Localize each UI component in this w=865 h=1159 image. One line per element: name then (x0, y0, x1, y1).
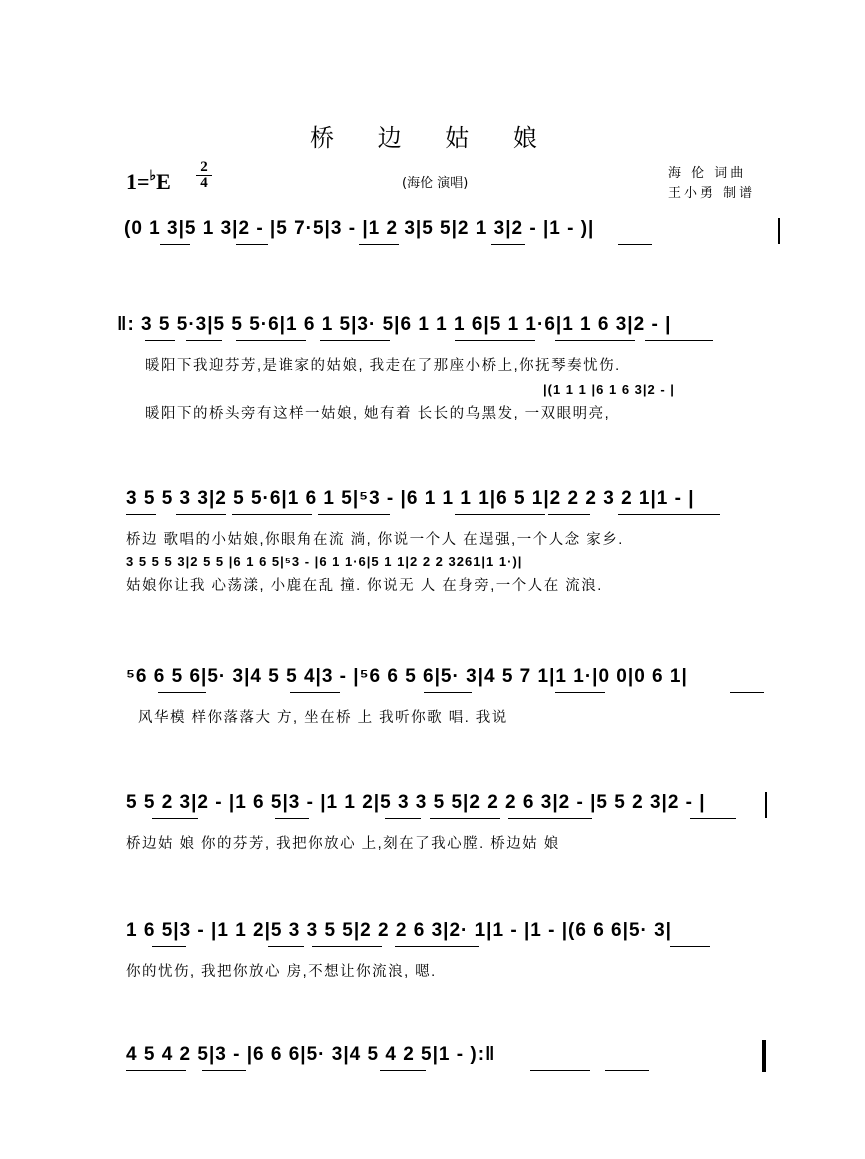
score-row-3-small-notes: 3 5 5 5 3|2 5 5 |6 1 6 5|⁵3 - |6 1 1·6|5 1 1|2 2 2 3261|1 1·)| (126, 554, 523, 569)
score-row-5-lyric: 桥边姑 娘 你的芬芳, 我把你放心 上,刻在了我心膛. 桥边姑 娘 (126, 836, 560, 852)
underline (126, 1070, 186, 1071)
score-row-7-notes: 4 5 4 2 5|3 - |6 6 6|5· 3|4 5 4 2 5|1 - ):‖ (126, 1044, 496, 1065)
score-row-1-notes: (0 1 3|5 1 3|2 - |5 7·5|3 - |1 2 3|5 5|2 1 3|2 - |1 - )| (124, 218, 595, 239)
song-title: 桥 边 姑 娘 (310, 124, 555, 152)
underline (455, 514, 545, 515)
score-row-4-lyric: 风华模 样你落落大 方, 坐在桥 上 我听你歌 唱. 我说 (138, 710, 508, 726)
score-row-3-notes: 3 5 5 3 3|2 5 5·6|1 6 1 5|⁵3 - |6 1 1 1 1|6 5 1|2 2 2 3 2 1|1 - | (126, 488, 695, 509)
barline (765, 792, 767, 818)
underline (160, 244, 190, 245)
score-row-6-notes: 1 6 5|3 - |1 1 2|5 3 3 5 5|2 2 2 6 3|2· 1|1 - |1 - |(6 6 6|5· 3| (126, 920, 672, 941)
underline (645, 340, 713, 341)
score-row-3-lyric-verse-1: 桥边 歌唱的小姑娘,你眼角在流 淌, 你说一个人 在逞强,一个人念 家乡. (126, 532, 624, 548)
underline (605, 1070, 649, 1071)
underline (380, 1070, 426, 1071)
time-signature-bottom: 4 (200, 175, 208, 191)
underline (618, 244, 652, 245)
underline (236, 340, 306, 341)
underline (312, 946, 382, 947)
underline (158, 692, 206, 693)
underline (455, 340, 535, 341)
underline (424, 692, 472, 693)
score-row-6-lyric: 你的忧伤, 我把你放心 房,不想让你流浪, 嗯. (126, 964, 437, 980)
score-row-5-notes: 5 5 2 3|2 - |1 6 5|3 - |1 1 2|5 3 3 5 5|2 2 2 6 3|2 - |5 5 2 3|2 - | (126, 792, 706, 813)
underline (176, 514, 226, 515)
underline (491, 244, 525, 245)
underline (152, 818, 198, 819)
underline (145, 340, 175, 341)
underline (430, 818, 500, 819)
underline (275, 818, 309, 819)
underline (318, 514, 390, 515)
score-row-4-notes: ⁵6 6 5 6|5· 3|4 5 5 4|3 - |⁵6 6 5 6|5· 3|4 5 7 1|1 1·|0 0|0 6 1| (126, 666, 688, 687)
underline (236, 244, 268, 245)
barline (778, 218, 780, 244)
underline (555, 692, 605, 693)
underline (395, 946, 479, 947)
underline (385, 818, 421, 819)
time-signature-top: 2 (196, 160, 212, 176)
score-row-2-lyric-verse-2: 暖阳下的桥头旁有这样一姑娘, 她有着 长长的乌黑发, 一双眼明亮, (145, 406, 611, 422)
singer-credit: (海伦 演唱) (402, 176, 469, 191)
underline (186, 340, 222, 341)
underline (152, 946, 186, 947)
underline (548, 514, 590, 515)
key-signature (126, 168, 171, 195)
underline (530, 1070, 590, 1071)
key-note: E (156, 169, 171, 194)
underline (268, 946, 304, 947)
underline (320, 340, 390, 341)
underline (690, 818, 736, 819)
underline (202, 1070, 246, 1071)
notation-credit: 王小勇 制谱 (668, 186, 756, 201)
underline (232, 514, 312, 515)
score-row-3-lyric-verse-2: 姑娘你让我 心荡漾, 小鹿在乱 撞. 你说无 人 在身旁,一个人在 流浪. (126, 578, 603, 594)
underline (508, 818, 592, 819)
flat-sign: ♭ (149, 169, 157, 184)
underline (290, 692, 340, 693)
lyricist-composer-credit: 海 伦 词曲 (668, 166, 747, 181)
final-barline (762, 1040, 766, 1072)
underline (359, 244, 399, 245)
key-prefix: 1= (126, 169, 150, 194)
underline (730, 692, 764, 693)
underline (555, 340, 635, 341)
score-row-2-lyric-verse-1: 暖阳下我迎芬芳,是谁家的姑娘, 我走在了那座小桥上,你抚琴奏忧伤. (145, 358, 621, 374)
time-signature (196, 160, 212, 191)
score-row-2-small-notes: |(1 1 1 |6 1 6 3|2 - | (543, 382, 675, 397)
underline (670, 946, 710, 947)
underline (126, 514, 156, 515)
score-row-2-notes: ‖: 3 5 5·3|5 5 5·6|1 6 1 5|3· 5|6 1 1 1 6|5 1 1·6|1 1 6 3|2 - | (117, 314, 672, 335)
underline (618, 514, 720, 515)
